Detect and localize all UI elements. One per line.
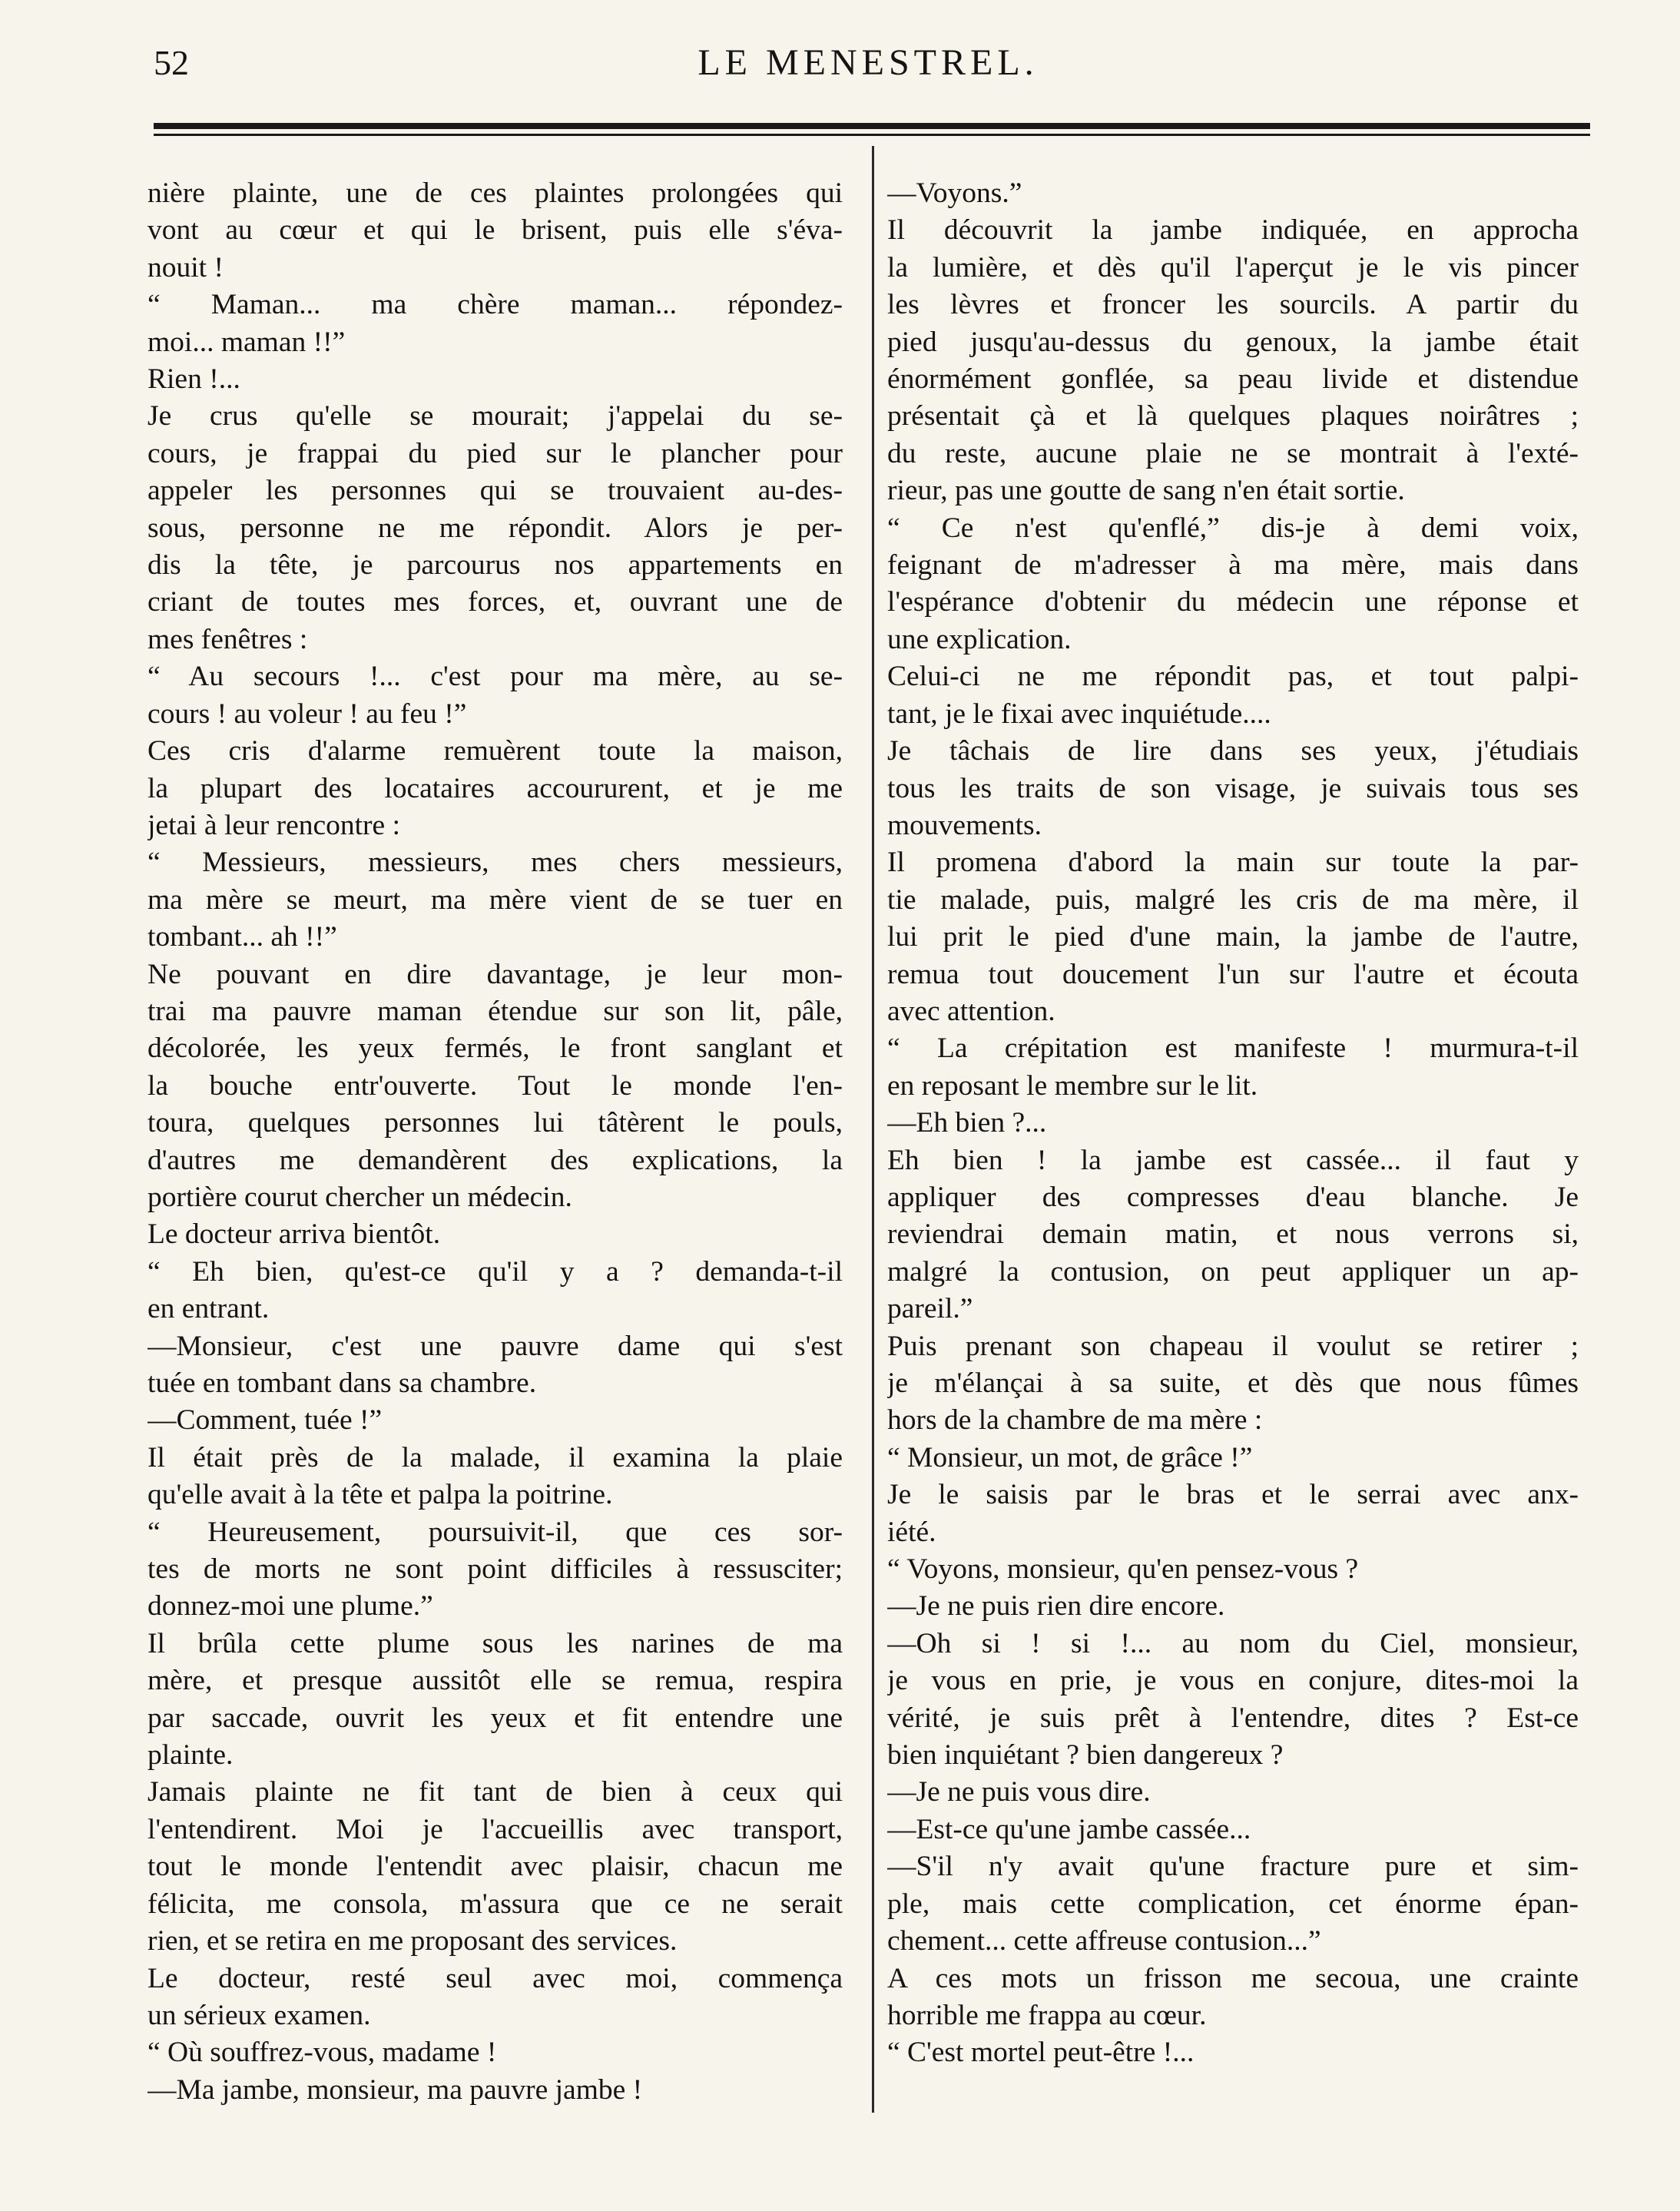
text-line: “ Maman... ma chère maman... répondez- [147, 289, 843, 321]
text-line: “ Heureusement, poursuivit-il, que ces sor- [147, 1516, 843, 1548]
text-line: Il était près de la malade, il examina la plaie [147, 1441, 843, 1473]
text-line: hors de la chambre de ma mère : [887, 1404, 1263, 1437]
text-line: “ Messieurs, messieurs, mes chers messieurs, [147, 847, 843, 879]
text-line: “ Au secours !... c'est pour ma mère, au se- [147, 661, 843, 693]
text-line: tout le monde l'entendit avec plaisir, chacun me [147, 1851, 843, 1883]
column-divider [872, 146, 874, 2113]
text-line: Je le saisis par le bras et le serrai avec anx- [887, 1479, 1579, 1511]
text-line: présentait çà et là quelques plaques noirâtres ; [887, 400, 1579, 433]
text-line: tie malade, puis, malgré les cris de ma mère, il [887, 883, 1579, 916]
text-line: qu'elle avait à la tête et palpa la poitrine. [147, 1479, 613, 1511]
text-line: énormément gonflée, sa peau livide et distendue [887, 363, 1579, 396]
header-rule-thick [154, 123, 1590, 129]
text-line: plainte. [147, 1739, 234, 1772]
text-line: criant de toutes mes forces, et, ouvrant une de [147, 586, 843, 618]
text-line: Rien !... [147, 363, 240, 396]
text-line: mes fenêtres : [147, 623, 308, 655]
text-line: mère, et presque aussitôt elle se remua, respira [147, 1665, 843, 1697]
text-line: remua tout doucement l'un sur l'autre et écouta [887, 958, 1579, 990]
text-line: tes de morts ne sont point difficiles à ressusciter; [147, 1553, 843, 1586]
text-line: pareil.” [887, 1293, 973, 1325]
text-line: avec attention. [887, 995, 1055, 1027]
text-line: —Ma jambe, monsieur, ma pauvre jambe ! [147, 2073, 643, 2106]
text-line: Il promena d'abord la main sur toute la par- [887, 847, 1579, 879]
text-line: “ C'est mortel peut-être !... [887, 2037, 1195, 2069]
text-line: la plupart des locataires accoururent, et je me [147, 772, 843, 804]
text-line: tous les traits de son visage, je suivais tous ses [887, 772, 1579, 804]
text-line: tant, je le fixai avec inquiétude.... [887, 698, 1271, 730]
text-line: je vous en prie, je vous en conjure, dites-moi la [887, 1665, 1579, 1697]
text-line: Le docteur arriva bientôt. [147, 1218, 441, 1251]
text-line: je m'élançai à sa suite, et dès que nous fûmes [887, 1367, 1579, 1399]
text-line: jetai à leur rencontre : [147, 809, 400, 841]
text-line: iété. [887, 1516, 936, 1548]
text-line: moi... maman !!” [147, 326, 346, 358]
text-line: lui prit le pied d'une main, la jambe de l'autre, [887, 921, 1579, 953]
page-header [154, 40, 1582, 101]
text-line: “ Ce n'est qu'enflé,” dis-je à demi voix, [887, 512, 1579, 544]
left-column [147, 175, 843, 2109]
text-line: bien inquiétant ? bien dangereux ? [887, 1739, 1284, 1772]
header-rule-thin [154, 134, 1590, 136]
text-line: malgré la contusion, on peut appliquer un ap- [887, 1255, 1579, 1288]
text-line: nière plainte, une de ces plaintes prolongées qui [147, 177, 843, 209]
text-line: horrible me frappa au cœur. [887, 1999, 1207, 2031]
text-line: ple, mais cette complication, cet énorme épan- [887, 1888, 1579, 1920]
text-line: —Est-ce qu'une jambe cassée... [887, 1813, 1251, 1845]
text-line: un sérieux examen. [147, 1999, 371, 2031]
journal-title: LE MENESTREL. [698, 42, 1039, 83]
text-line: feignant de m'adresser à ma mère, mais dans [887, 549, 1579, 582]
text-line: tuée en tombant dans sa chambre. [147, 1367, 537, 1399]
text-line: félicita, me consola, m'assura que ce ne serait [147, 1888, 843, 1920]
text-line: Celui-ci ne me répondit pas, et tout palpi- [887, 661, 1579, 693]
text-line: appeler les personnes qui se trouvaient au-des- [147, 475, 843, 507]
text-line: appliquer des compresses d'eau blanche. Je [887, 1181, 1579, 1213]
text-line: Ne pouvant en dire davantage, je leur mon- [147, 958, 843, 990]
text-line: en reposant le membre sur le lit. [887, 1069, 1258, 1102]
text-line: vérité, je suis prêt à l'entendre, dites ? Est-ce [887, 1702, 1579, 1734]
text-line: Je crus qu'elle se mourait; j'appelai du se- [147, 400, 843, 433]
text-line: —Eh bien ?... [887, 1107, 1047, 1139]
text-line: l'entendirent. Moi je l'accueillis avec transport, [147, 1813, 843, 1845]
text-line: Le docteur, resté seul avec moi, commença [147, 1962, 843, 1994]
text-line: portière courut chercher un médecin. [147, 1181, 572, 1213]
text-line: du reste, aucune plaie ne se montrait à l'exté- [887, 437, 1579, 469]
text-line: sous, personne ne me répondit. Alors je per- [147, 512, 843, 544]
text-line: la lumière, et dès qu'il l'aperçut je le vis pincer [887, 251, 1579, 283]
text-line: Il découvrit la jambe indiquée, en approcha [887, 214, 1579, 247]
text-line: “ Eh bien, qu'est-ce qu'il y a ? demanda-t-il [147, 1255, 843, 1288]
text-line: chement... cette affreuse contusion...” [887, 1925, 1321, 1957]
text-line: trai ma pauvre maman étendue sur son lit, pâle, [147, 995, 843, 1027]
text-line: l'espérance d'obtenir du médecin une réponse et [887, 586, 1579, 618]
text-line: la bouche entr'ouverte. Tout le monde l'en- [147, 1069, 843, 1102]
text-line: —Comment, tuée !” [147, 1404, 383, 1437]
text-line: A ces mots un frisson me secoua, une crainte [887, 1962, 1579, 1994]
text-line: —Je ne puis rien dire encore. [887, 1590, 1225, 1623]
text-line: Je tâchais de lire dans ses yeux, j'étudiais [887, 735, 1579, 767]
page-number: 52 [154, 43, 189, 82]
text-line: mouvements. [887, 809, 1042, 841]
text-line: —Je ne puis vous dire. [887, 1776, 1151, 1808]
text-line: nouit ! [147, 251, 224, 283]
text-line: toura, quelques personnes lui tâtèrent le pouls, [147, 1107, 843, 1139]
text-line: Jamais plainte ne fit tant de bien à ceux qui [147, 1776, 843, 1808]
text-line: rieur, pas une goutte de sang n'en était sortie. [887, 475, 1405, 507]
text-line: décolorée, les yeux fermés, le front sanglant et [147, 1033, 843, 1065]
text-line: par saccade, ouvrit les yeux et fit entendre une [147, 1702, 843, 1734]
text-line: vont au cœur et qui le brisent, puis elle s'éva- [147, 214, 843, 247]
text-line: —Monsieur, c'est une pauvre dame qui s'est [147, 1330, 843, 1362]
text-line: pied jusqu'au-dessus du genoux, la jambe était [887, 326, 1579, 358]
text-line: en entrant. [147, 1293, 270, 1325]
text-line: “ La crépitation est manifeste ! murmura-t-il [887, 1033, 1579, 1065]
text-line: les lèvres et froncer les sourcils. A partir du [887, 289, 1579, 321]
text-line: “ Voyons, monsieur, qu'en pensez-vous ? [887, 1553, 1359, 1586]
text-line: —Voyons.” [887, 177, 1022, 209]
text-line: donnez-moi une plume.” [147, 1590, 433, 1623]
right-column [887, 175, 1579, 2072]
text-line: —Oh si ! si !... au nom du Ciel, monsieur, [887, 1627, 1579, 1659]
text-line: Il brûla cette plume sous les narines de ma [147, 1627, 843, 1659]
text-line: Ces cris d'alarme remuèrent toute la maison, [147, 735, 843, 767]
text-line: d'autres me demandèrent des explications, la [147, 1144, 843, 1176]
text-line: rien, et se retira en me proposant des services. [147, 1925, 678, 1957]
text-line: Eh bien ! la jambe est cassée... il faut y [887, 1144, 1579, 1176]
text-line: dis la tête, je parcourus nos appartements en [147, 549, 843, 582]
header-rule [154, 123, 1590, 140]
text-line: —S'il n'y avait qu'une fracture pure et sim- [887, 1851, 1579, 1883]
text-line: “ Où souffrez-vous, madame ! [147, 2037, 497, 2069]
text-line: cours ! au voleur ! au feu !” [147, 698, 467, 730]
text-line: “ Monsieur, un mot, de grâce !” [887, 1441, 1253, 1473]
text-line: cours, je frappai du pied sur le plancher pour [147, 437, 843, 469]
text-line: tombant... ah !!” [147, 921, 337, 953]
text-line: une explication. [887, 623, 1072, 655]
text-line: Puis prenant son chapeau il voulut se retirer ; [887, 1330, 1579, 1362]
text-line: ma mère se meurt, ma mère vient de se tuer en [147, 883, 843, 916]
text-line: reviendrai demain matin, et nous verrons si, [887, 1218, 1579, 1251]
